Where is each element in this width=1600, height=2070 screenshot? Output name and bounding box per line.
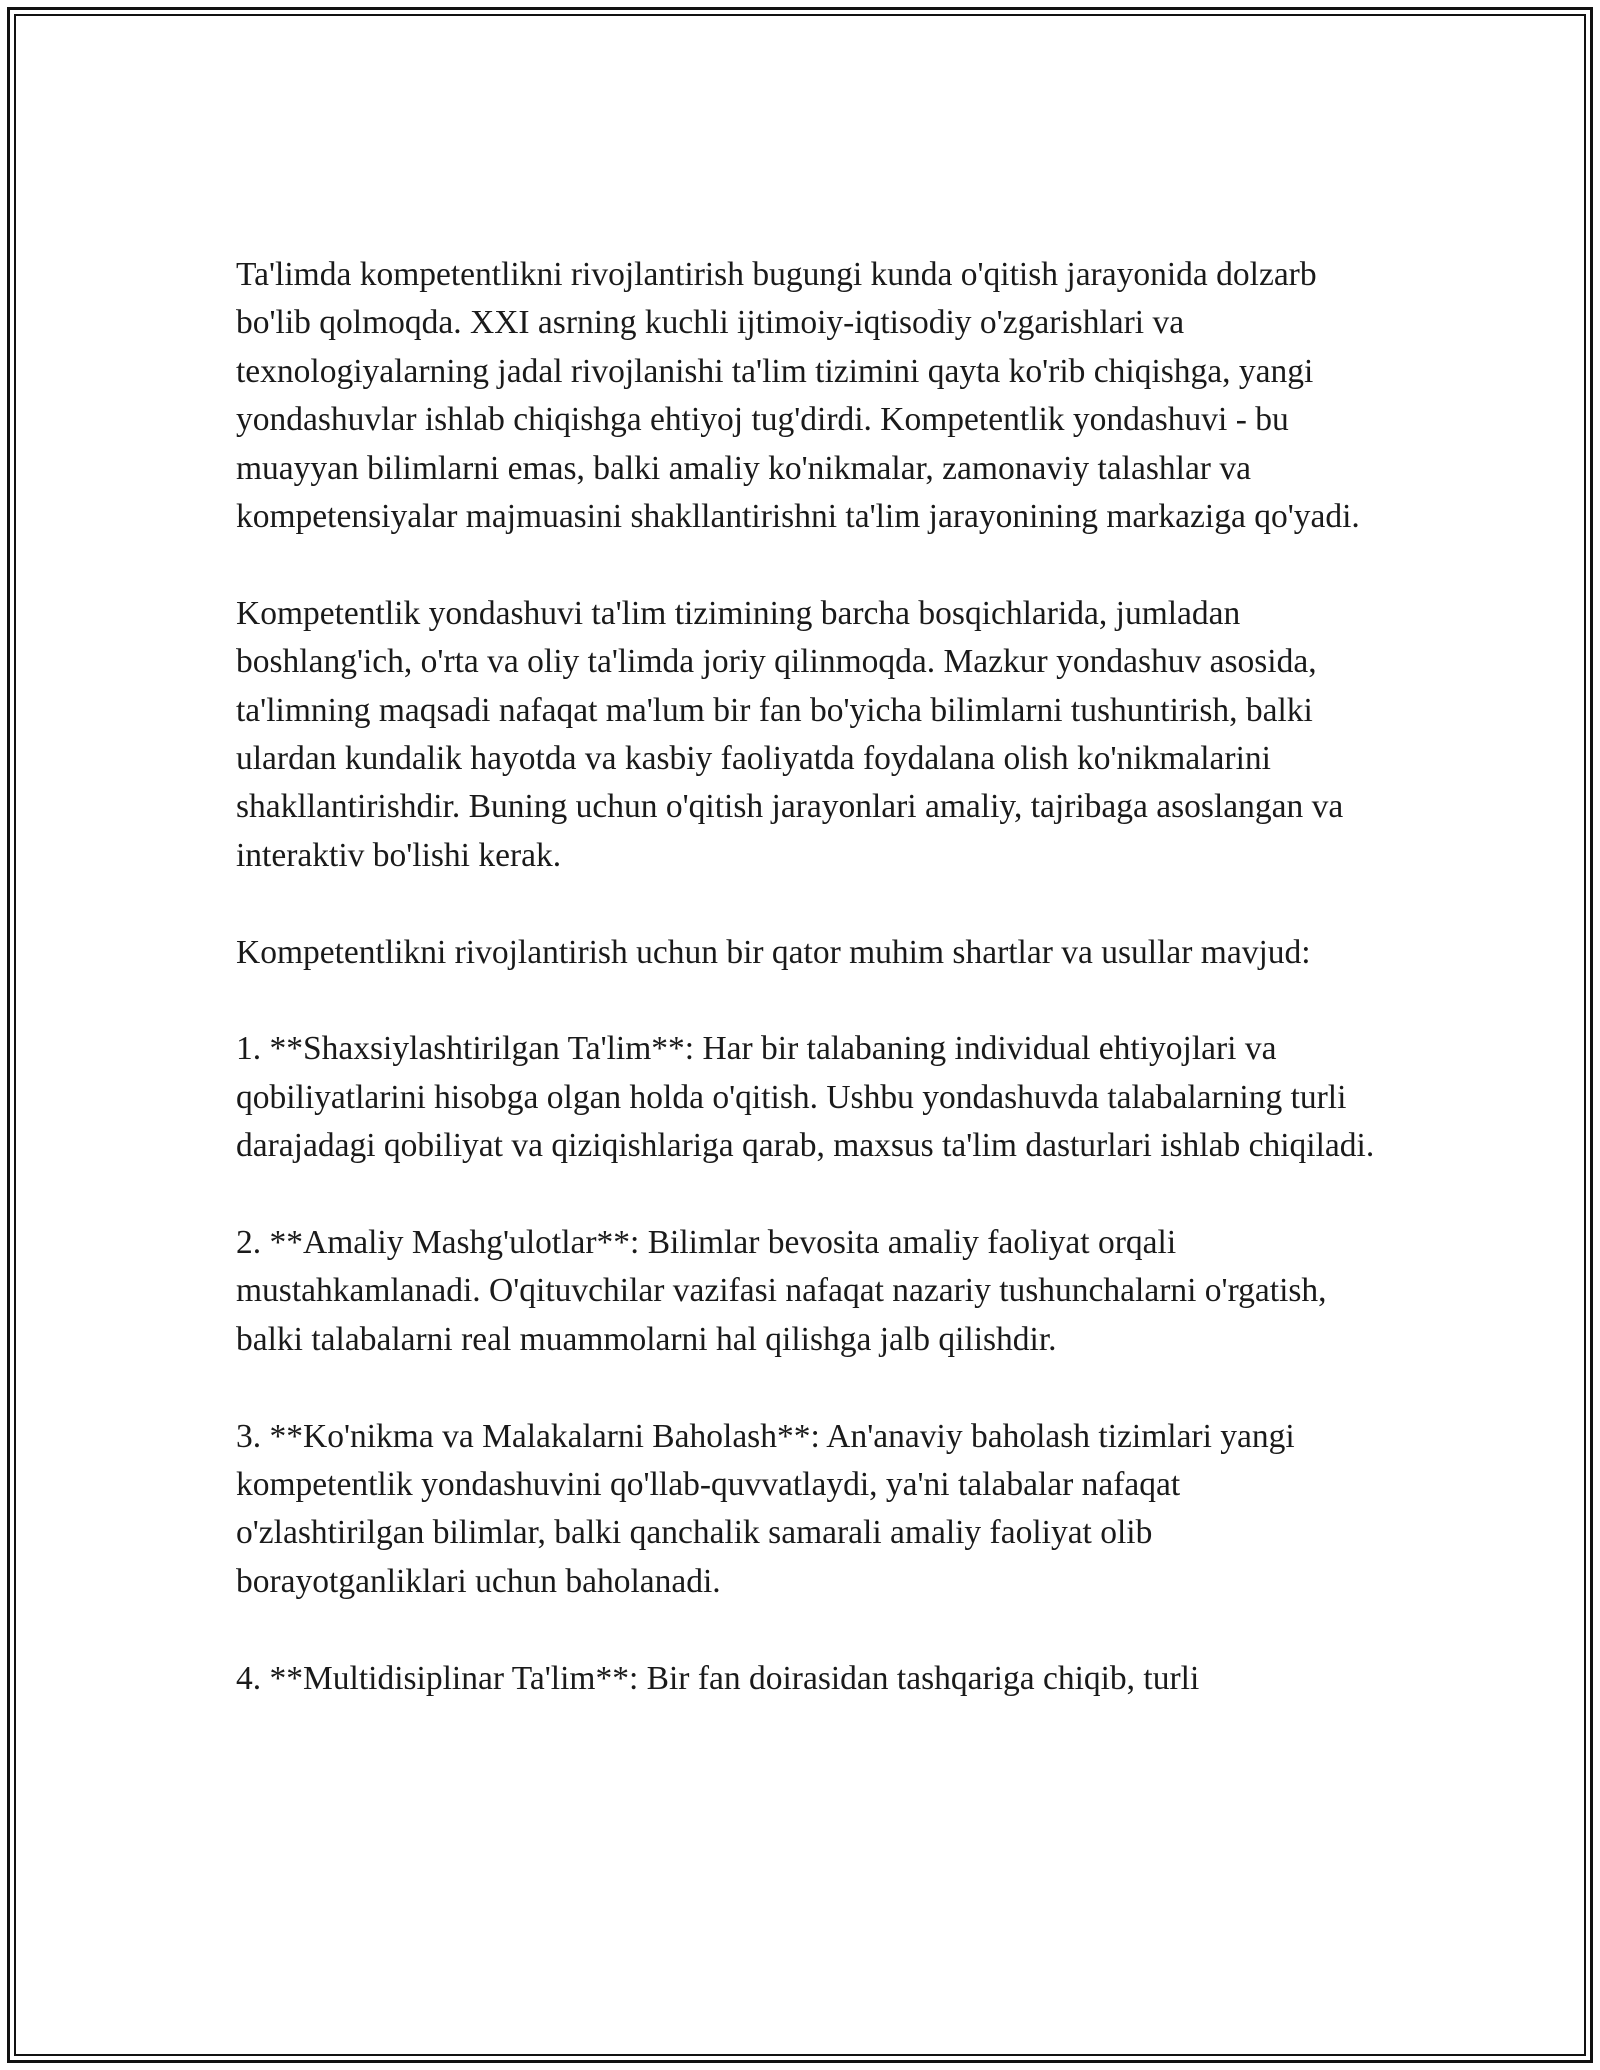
list-item-multidisciplinary-education: 4. **Multidisiplinar Ta'lim**: Bir fan doirasidan tashqariga chiqib, turli (236, 1659, 1200, 1697)
list-item-personalized-education: 1. **Shaxsiylashtirilgan Ta'lim**: Har bir talabaning individual ehtiyojlari va qobiliyatlarini hisobga olgan holda o'qitish. Ushbu yondashuvda talabalarning turli darajadagi qobiliyat va qiziqishlariga qarab, maxsus ta'lim dasturlari ishlab chiqiladi. (236, 1030, 1375, 1165)
paragraph-conditions: Kompetentlikni rivojlantirish uchun bir qator muhim shartlar va usullar mavjud: (236, 933, 1311, 971)
list-item-skills-assessment: 3. **Ko'nikma va Malakalarni Baholash**: An'anaviy baholash tizimlari yangi kompetentlik yondashuvini qo'llab-quvvatlaydi, ya'ni talabalar nafaqat o'zlashtirilgan bilimlar, balki qanchalik samarali amaliy faoliyat olib borayotganliklari uchun baholanadi. (236, 1417, 1295, 1600)
paragraph-approach: Kompetentlik yondashuvi ta'lim tizimining barcha bosqichlarida, jumladan boshlang'ich, o'rta va oliy ta'limda joriy qilinmoqda. Mazkur yondashuv asosida, ta'limning maqsadi nafaqat ma'lum bir fan bo'yicha bilimlarni tushuntirish, balki ulardan kundalik hayotda va kasbiy faoliyatda foydalana olish ko'nikmalarini shakllantirishdir. Buning uchun o'qitish jarayonlari amaliy, tajribaga asoslangan va interaktiv bo'lishi kerak. (236, 594, 1344, 874)
paragraph-intro: Ta'limda kompetentlikni rivojlantirish bugungi kunda o'qitish jarayonida dolzarb bo'lib qolmoqda. XXI asrning kuchli ijtimoiy-iqtisodiy o'zgarishlari va texnologiyalarning jadal rivojlanishi ta'lim tizimini qayta ko'rib chiqishga, yangi yondashuvlar ishlab chiqishga ehtiyoj tug'dirdi. Kompetentlik yondashuvi - bu muayyan bilimlarni emas, balki amaliy ko'nikmalar, zamonaviy talashlar va kompetensiyalar majmuasini shakllantirishni ta'lim jarayonining markaziga qo'yadi. (236, 256, 1360, 536)
list-item-practical-training: 2. **Amaliy Mashg'ulotlar**: Bilimlar bevosita amaliy faoliyat orqali mustahkamlanadi. O'qituvchilar vazifasi nafaqat nazariy tushunchalarni o'rgatish, balki talabalarni real muammolarni hal qilishga jalb qilishdir. (236, 1224, 1327, 1358)
document-body (236, 251, 1376, 1703)
